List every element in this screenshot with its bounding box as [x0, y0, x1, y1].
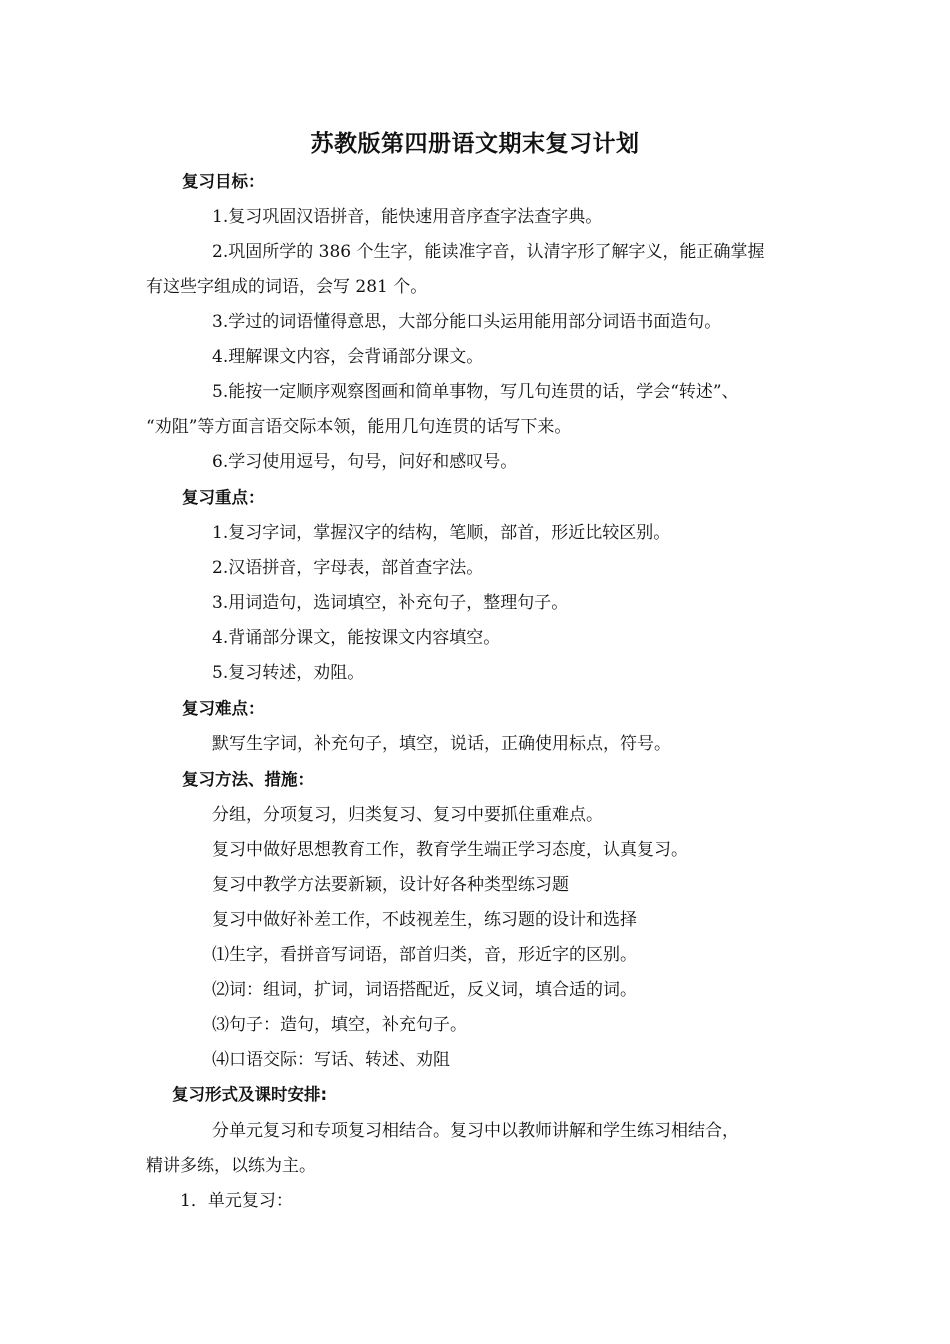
method-subitem: ⑶句子：造句，填空，补充句子。 — [212, 1015, 467, 1035]
goal-item: 2.巩固所学的 386 个生字，能读准字音，认清字形了解字义，能正确掌握 — [212, 242, 765, 262]
schedule-item: 分单元复习和专项复习相结合。复习中以教师讲解和学生练习相结合， — [212, 1121, 739, 1141]
method-subitem: ⑵词：组词，扩词，词语搭配近，反义词，填合适的词。 — [212, 980, 637, 1000]
goal-item: 3.学过的词语懂得意思，大部分能口头运用能用部分词语书面造句。 — [212, 312, 722, 332]
section-heading-goals: 复习目标： — [182, 172, 265, 191]
method-item: 复习中做好思想教育工作，教育学生端正学习态度，认真复习。 — [212, 840, 688, 860]
section-heading-difficulties: 复习难点： — [182, 699, 265, 718]
goal-item: 5.能按一定顺序观察图画和简单事物，写几句连贯的话，学会“转述”、 — [212, 382, 739, 402]
schedule-item: 1．单元复习： — [180, 1191, 293, 1211]
keypoint-item: 5.复习转述，劝阻。 — [212, 663, 365, 683]
goal-item: 4.理解课文内容，会背诵部分课文。 — [212, 347, 484, 367]
goal-item: 1.复习巩固汉语拼音，能快速用音序查字法查字典。 — [212, 207, 603, 227]
keypoint-item: 1.复习字词，掌握汉字的结构，笔顺，部首，形近比较区别。 — [212, 523, 671, 543]
method-item: 复习中教学方法要新颖，设计好各种类型练习题 — [212, 875, 569, 895]
keypoint-item: 3.用词造句，选词填空，补充句子，整理句子。 — [212, 593, 569, 613]
section-heading-schedule: 复习形式及课时安排: — [172, 1085, 328, 1104]
difficulty-item: 默写生字词，补充句子，填空，说话，正确使用标点，符号。 — [212, 734, 671, 754]
goal-item-continuation: 有这些字组成的词语，会写 281 个。 — [146, 277, 428, 297]
goal-item-continuation: “劝阻”等方面言语交际本领，能用几句连贯的话写下来。 — [146, 417, 572, 437]
method-subitem: ⑴生字，看拼音写词语，部首归类，音，形近字的区别。 — [212, 945, 637, 965]
page-title: 苏教版第四册语文期末复习计划 — [310, 130, 640, 157]
schedule-item-continuation: 精讲多练，以练为主。 — [146, 1156, 316, 1176]
section-heading-keypoints: 复习重点： — [182, 488, 265, 507]
section-heading-methods: 复习方法、措施： — [182, 770, 314, 789]
method-subitem: ⑷口语交际：写话、转述、劝阻 — [212, 1050, 450, 1070]
keypoint-item: 2.汉语拼音，字母表，部首查字法。 — [212, 558, 484, 578]
goal-item: 6.学习使用逗号，句号，问好和感叹号。 — [212, 452, 518, 472]
keypoint-item: 4.背诵部分课文，能按课文内容填空。 — [212, 628, 501, 648]
method-item: 复习中做好补差工作，不歧视差生，练习题的设计和选择 — [212, 910, 637, 930]
method-item: 分组，分项复习，归类复习、复习中要抓住重难点。 — [212, 805, 603, 825]
